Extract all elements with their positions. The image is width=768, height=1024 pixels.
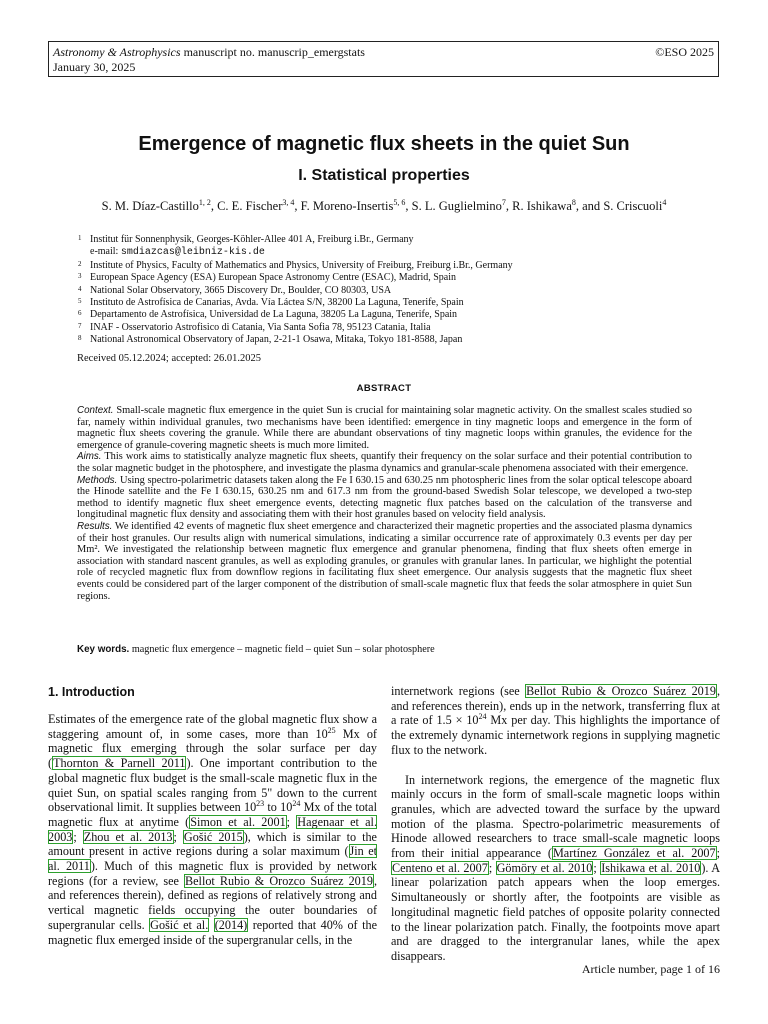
affiliation [77, 309, 717, 321]
affiliation-text: INAF - Osservatorio Astrofisico di Catania, Via Santa Sofia 78, 95123 Catania, Italia [90, 321, 431, 333]
copyright: ©ESO 2025 [655, 45, 714, 59]
author-name: S. Criscuoli [603, 199, 663, 213]
body-text: Mx of the total magnetic flux at anytime ( [48, 800, 377, 829]
author-affiliation-mark: 5, 6 [393, 197, 406, 207]
abstract-text: This work aims to statistically analyze magnetic flux sheets, quantify their frequency on the solar surface and their potential contribution to the solar magnetic budget in the photosphere, and investigate the plasma dynamics and granular-scale phenomena associated with their emergence. [77, 451, 692, 474]
affiliation [77, 272, 717, 284]
intro-paragraph-2 [391, 773, 720, 964]
citation-link[interactable]: Hagenaar et al. 2003 [48, 814, 377, 844]
author-name: S. L. Guglielmino [411, 199, 502, 213]
intro-paragraph-1 [48, 712, 377, 947]
citation-link[interactable]: Bellot Rubio & Orozco Suárez 2019 [185, 873, 373, 888]
citation-link[interactable]: Gošić 2015 [183, 829, 243, 844]
exponent: 23 [256, 799, 265, 809]
affiliation [77, 260, 717, 272]
intro-paragraph-1-cont [391, 684, 720, 758]
running-header [48, 41, 719, 77]
body-text: ). Much of this magnetic flux is provided by network regions (for a review, see [48, 859, 377, 888]
author-name: F. Moreno-Insertis [300, 199, 394, 213]
body-text: Mx of magnetic flux emerging through the solar surface per day ( [48, 726, 377, 771]
paper-subtitle: I. Statistical properties [298, 167, 470, 184]
header-date: January 30, 2025 [53, 60, 136, 74]
author-name: C. E. Fischer [217, 199, 283, 213]
body-text: ; [173, 829, 183, 844]
affiliation [77, 297, 717, 309]
affiliation [77, 246, 717, 259]
body-text: Mx per day. This highlights the importance of the extremely dynamic internetwork regions in supplying magnetic flux to the network. [391, 713, 720, 757]
citation-link[interactable]: (2014) [214, 917, 248, 932]
body-text: In internetwork regions, the emergence of the magnetic flux mainly occurs in the form of small-scale magnetic loops within granules, which are advected toward the surface by the upward motion of the plasma. Spectro-polarimetric measurements of Hinode allowed researchers to trace small-scale magnetic loops from their initial appearance ( [391, 772, 720, 861]
body-text: ; [488, 860, 496, 875]
exponent: 24 [478, 712, 487, 722]
citation-link[interactable]: Jin et al. 2011 [48, 844, 377, 874]
author-affiliation-mark: 1, 2 [198, 197, 211, 207]
author-affiliation-mark: 8 [571, 197, 576, 207]
abstract-text: Using spectro-polarimetric datasets taken along the Fe I 630.15 and 630.25 nm photospheric lines from the solar optical telescope aboard the Hinode satellite and the Fe I 630.15, 630.25 nm and 617.3 nm from the ground-based Swedish Solar telescope, we developed a two-step method to identify magnetic flux sheet emergence events, detecting magnetic flux patches based on the calculation of the transverse and longitudinal magnetic flux density and associating them with their host granules based on velocity field analysis. [77, 474, 692, 521]
citation-link[interactable]: Martínez González et al. 2007 [552, 846, 716, 861]
keywords-label: Key words. [77, 644, 130, 655]
body-text: reported that 40% of the magnetic flux emerged inside of the supergranular cells, in the [48, 917, 378, 947]
manuscript-id: manuscript no. manuscrip_emergstats [180, 45, 365, 59]
affiliation [77, 322, 717, 334]
affiliation-number: 3 [78, 272, 82, 281]
citation-link[interactable]: Centeno et al. 2007 [392, 860, 488, 875]
received-dates: Received 05.12.2024; accepted: 26.01.2025 [77, 353, 261, 364]
affiliation [77, 234, 717, 246]
page-footer: Article number, page 1 of 16 [581, 962, 720, 976]
abstract-section [77, 521, 692, 602]
citation-link[interactable]: Simon et al. 2001 [190, 814, 286, 829]
section-heading: 1. Introduction [48, 685, 135, 699]
affiliation-number: 2 [78, 259, 82, 268]
abstract-label: Aims. [77, 451, 102, 463]
affiliation [77, 285, 717, 297]
citation-link[interactable]: Bellot Rubio & Orozco Suárez 2019 [526, 684, 716, 698]
abstract-section [77, 475, 692, 521]
affiliation-number: 7 [78, 321, 82, 330]
paper-title: Emergence of magnetic flux sheets in the quiet Sun [138, 133, 630, 155]
affiliation-text: Institut für Sonnenphysik, Georges-Köhler-Allee 401 A, Freiburg i.Br., Germany [90, 234, 414, 245]
author-affiliation-mark: 3, 4 [282, 197, 295, 207]
affiliation-number: 6 [78, 309, 82, 318]
abstract-text: Small-scale magnetic flux emergence in the quiet Sun is crucial for maintaining solar magnetic activity. On the smallest scales studied so far, namely within individual granules, two mechanisms have been identified: emergence in tiny magnetic loops and emergence in the form of magnetic flux sheets covering the granule. While there are abundant observations of tiny magnetic loops within granules, the evidence for the emergence of granule-covering magnetic sheets is much more limited. [77, 405, 692, 451]
abstract [77, 405, 692, 602]
body-text: , and references therein), ends up in the network, transferring flux at a rate of 1.5 × 10 [391, 684, 720, 728]
citation-link[interactable]: Ishikawa et al. 2010 [601, 860, 701, 875]
body-text: ; [286, 814, 297, 829]
body-text: , and references therein), defined as regions of relatively strong and vertical magnetic fields occupying the outer boundaries of supergranular cells. [48, 873, 377, 932]
author-name: S. M. Díaz-Castillo [101, 199, 199, 213]
affiliation-list [77, 234, 717, 347]
affiliation-number: 5 [78, 297, 82, 306]
affiliation-number: 1 [78, 234, 82, 242]
body-text: ; [716, 846, 720, 861]
body-text: ), which is similar to the amount present in active regions during a solar maximum ( [48, 829, 377, 859]
affiliation-text: European Space Agency (ESA) European Space Astronomy Centre (ESAC), Madrid, Spain [90, 272, 457, 284]
body-text: ; [593, 860, 601, 875]
body-text: ; [73, 829, 83, 844]
citation-link[interactable]: Gošić et al. [150, 917, 209, 932]
author-affiliation-mark: 4 [662, 197, 667, 207]
body-text: to 10 [264, 800, 293, 815]
body-text: ). A linear polarization patch appears when the loop emerges. Simultaneously or shortly after, the footpoints are visible as longitudinal magnetic field patches of opposite polarity connected to the linear polarization patch. Finally, the footpoints move apart and are dragged to the intergranular lanes, while the apex disappears. [391, 860, 720, 963]
keywords [77, 644, 692, 656]
citation-link[interactable]: Thornton & Parnell 2011 [53, 756, 186, 771]
abstract-section [77, 405, 692, 451]
left-column [48, 684, 377, 947]
citation-link[interactable]: Gömöry et al. 2010 [496, 860, 593, 875]
citation-link[interactable]: Zhou et al. 2013 [83, 829, 173, 844]
body-text: internetwork regions (see [391, 684, 526, 698]
affiliation-text: e-mail: [90, 246, 121, 258]
author-affiliation-mark: 7 [501, 197, 506, 207]
affiliation-text: Institute of Physics, Faculty of Mathematics and Physics, University of Freiburg, Freiburg i.Br., Germany [90, 259, 513, 271]
abstract-section [77, 451, 692, 474]
affiliation-text: Instituto de Astrofísica de Canarias, Avda. Vía Láctea S/N, 38200 La Laguna, Tenerife, Spain [90, 297, 464, 309]
right-column [391, 684, 720, 964]
abstract-text: We identified 42 events of magnetic flux sheet emergence and characterized their magnetic properties and the associated plasma dynamics of their host granules. Our results align with numerical simulations, indicating a similar occurrence rate of approximately 0.3 events per day per Mm². We investigated the relationship between magnetic flux emergence and granular phenomena, finding that flux sheets often emerge in association with standard nascent granules, as well as exploding granules, or granules with granular lanes. In particular, we highlight the potential role of recycled magnetic flux from downflow regions in facilitating flux sheet emergence. Our analysis suggests that the magnetic flux sheet events could be considered part of the larger component of the distribution of small-scale magnetic flux that feeds the solar atmosphere in quiet Sun regions. [77, 520, 692, 602]
affiliation-number: 4 [78, 284, 82, 293]
author-name: R. Ishikawa [512, 199, 572, 213]
author-list: S. M. Díaz-Castillo$^{1, 2}$, C. E. Fischer$^{3, 4}$, F. Moreno-Insertis$^{5, 6}$, S. L. Guglielmino$^7$, R. Ishikawa$^8$, and S. Criscuoli$^4$ [101, 197, 667, 213]
keywords-text: magnetic flux emergence – magnetic field – quiet Sun – solar photosphere [129, 644, 435, 655]
abstract-heading: ABSTRACT [356, 383, 412, 394]
email-link[interactable]: smdiazcas@leibniz-kis.de [120, 247, 265, 259]
journal-name: Astronomy & Astrophysics [53, 45, 181, 59]
affiliation-text: National Astronomical Observatory of Japan, 2-21-1 Osawa, Mitaka, Tokyo 181-8588, Japan [90, 334, 463, 346]
affiliation-text: National Solar Observatory, 3665 Discovery Dr., Boulder, CO 80303, USA [90, 284, 392, 296]
affiliation-text: Departamento de Astrofísica, Universidad de La Laguna, 38205 La Laguna, Tenerife, Spain [90, 309, 458, 321]
affiliation [77, 334, 717, 346]
body-text: ). One important contribution to the global magnetic flux budget is the small-scale magnetic flux in the quiet Sun, on spatial scales ranging from 5" down to the current observational limit. It supplies between 10 [48, 756, 377, 815]
affiliation-number: 8 [78, 334, 82, 343]
abstract-label: Methods. [77, 474, 118, 486]
abstract-label: Context. [77, 405, 114, 416]
abstract-label: Results. [77, 520, 113, 532]
body-text: Estimates of the emergence rate of the global magnetic flux show a staggering amount of, in some cases, more than 10 [48, 712, 377, 741]
exponent: 24 [292, 799, 301, 809]
exponent: 25 [327, 725, 336, 735]
